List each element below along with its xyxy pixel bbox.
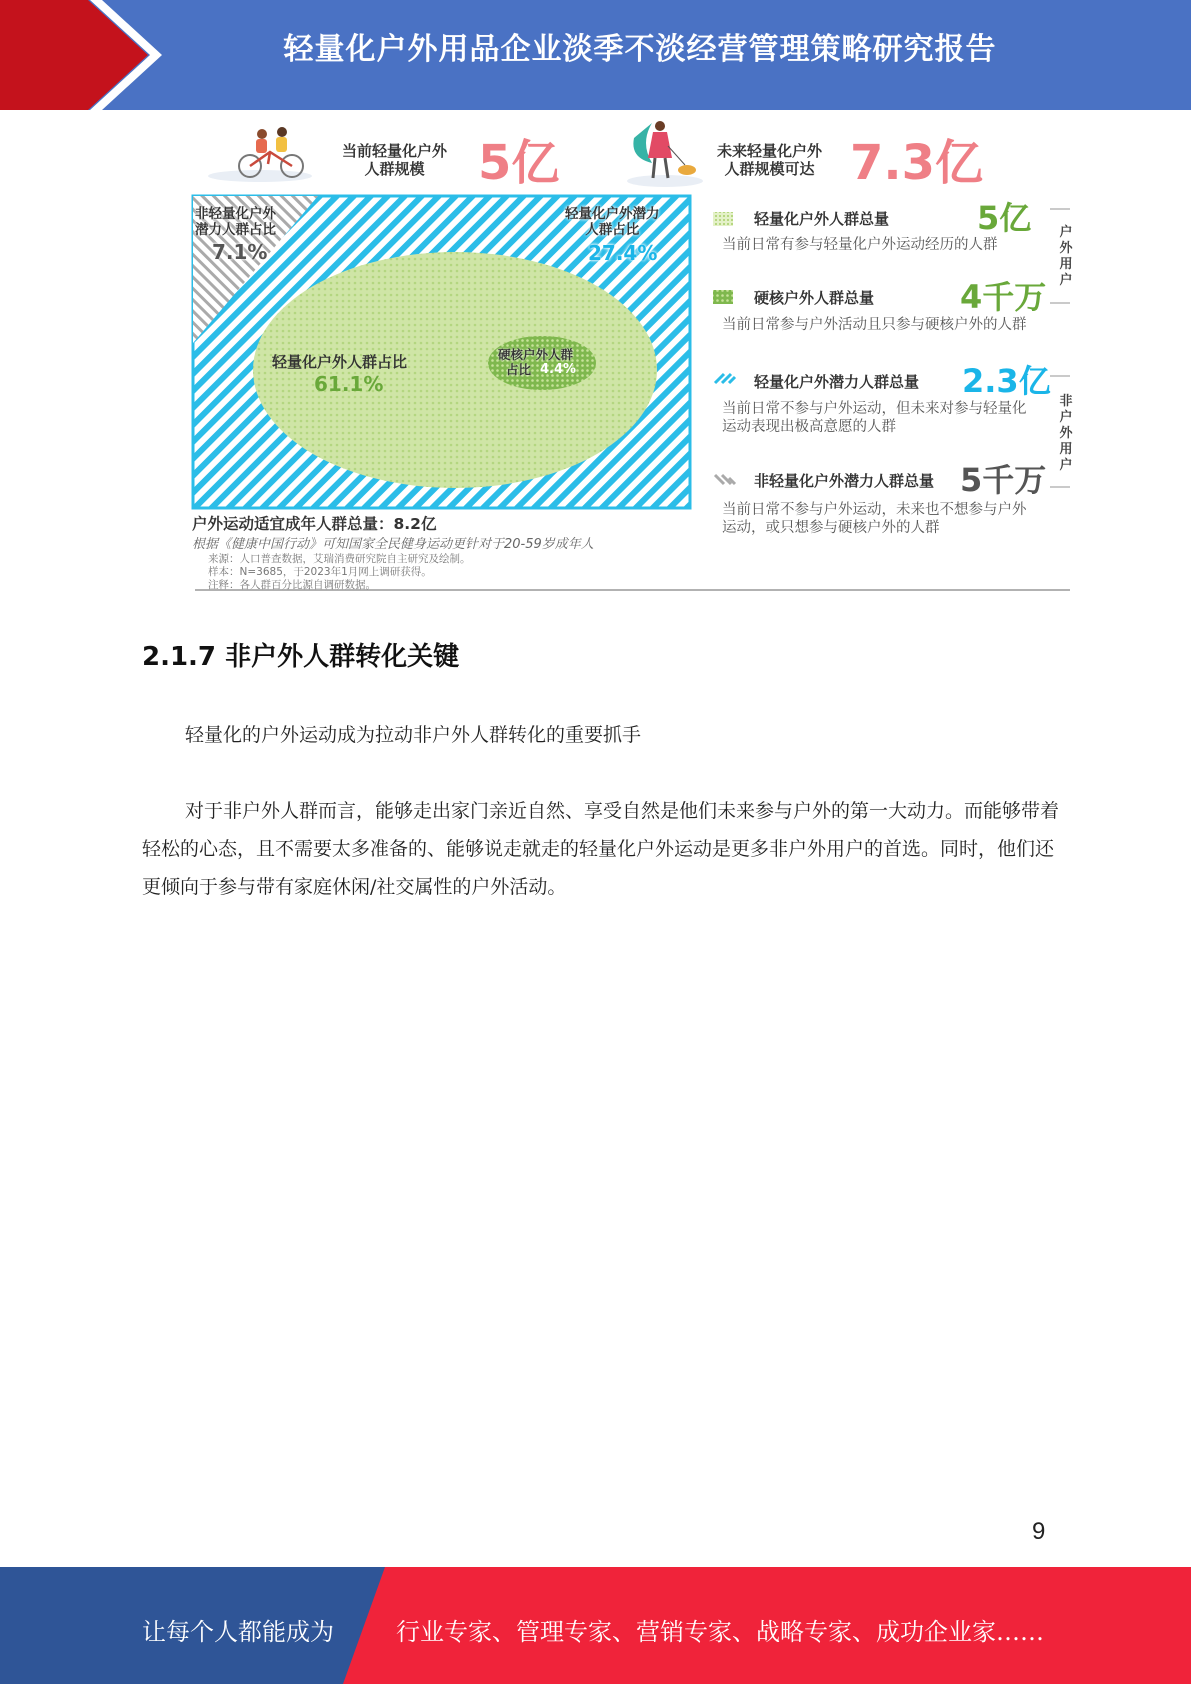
report-title: 轻量化户外用品企业淡季不淡经营管理策略研究报告 (283, 32, 997, 67)
non-light-potential-label: 非轻量化户外 潜力人群占比 (195, 206, 276, 238)
legend-swatch-hardcore (713, 290, 733, 304)
legend-non-light-potential-title: 非轻量化户外潜力人群总量 (754, 472, 935, 490)
legend-light-potential-title: 轻量化户外潜力人群总量 (754, 373, 920, 391)
legend-swatch-light-potential (715, 374, 735, 383)
legend-light-title: 轻量化户外人群总量 (754, 210, 890, 228)
population-infographic (190, 118, 1073, 593)
source-notes: 来源：人口普查数据，艾瑞消费研究院自主研究及绘制。 样本：N=3685，于2023年1月网上调研获得。 注释：各人群百分比源自调研数据。 (208, 553, 471, 591)
legend-light-desc: 当前日常有参与轻量化户外运动经历的人群 (722, 237, 998, 253)
legend-light-potential-desc: 当前日常不参与户外运动，但未来对参与轻量化 运动表现出极高意愿的人群 (722, 401, 1027, 435)
header-bar (0, 0, 1191, 110)
cyclists-icon (208, 127, 312, 182)
current-scale-label: 当前轻量化户外 人群规模 (342, 142, 448, 178)
future-scale-value: 7.3亿 (850, 135, 984, 191)
light-label: 轻量化户外人群占比 (272, 353, 408, 371)
paragraph-2: 对于非户外人群而言，能够走出家门亲近自然、享受自然是他们未来参与户外的第一大动力。而能够带着轻松的心态，且不需要太多准备的、能够说走就走的轻量化户外运动是更多非户外用户的首选。同时，他们还更倾向于参与带有家庭休闲/社交属性的户外活动。 (142, 800, 1060, 898)
legend-light-potential-value: 2.3亿 (962, 362, 1051, 400)
paragraph-1: 轻量化的户外运动成为拉动非户外人群转化的重要抓手 (185, 724, 642, 746)
dog-walker-icon (627, 121, 703, 187)
legend-swatch-light (713, 212, 733, 226)
legend-light-value: 5亿 (977, 199, 1032, 237)
future-scale-label: 未来轻量化户外 人群规模可达 (717, 142, 823, 178)
basis-note: 根据《健康中国行动》可知国家全民健身运动更针对于20-59岁成年人 (192, 537, 594, 552)
hardcore-value: 4.4% (540, 362, 577, 377)
hardcore-label: 硬核户外人群 占比 (498, 347, 574, 377)
footer-slogan-left: 让每个人都能成为 (142, 1618, 334, 1646)
non-outdoor-users-label: 非户外用户 (1059, 394, 1073, 473)
footer-slogan-right: 行业专家、管理专家、营销专家、战略专家、成功企业家…… (396, 1618, 1044, 1646)
legend-non-light-potential-desc: 当前日常不参与户外运动，未来也不想参与户外 运动，或只想参与硬核户外的人群 (722, 502, 1027, 536)
outdoor-users-label: 户外用户 (1059, 225, 1073, 288)
legend-hardcore-value: 4千万 (960, 278, 1047, 316)
section-heading: 2.1.7 非户外人群转化关键 (142, 642, 460, 672)
legend-hardcore-desc: 当前日常参与户外活动且只参与硬核户外的人群 (722, 317, 1027, 333)
light-potential-label: 轻量化户外潜力 人群占比 (565, 206, 660, 238)
legend-swatch-non-light-potential (715, 475, 735, 484)
total-population-label: 户外运动适宜成年人群总量：8.2亿 (192, 515, 437, 533)
light-value: 61.1% (314, 372, 384, 396)
page-number: 9 (1032, 1518, 1046, 1545)
light-potential-value: 27.4% (588, 241, 658, 265)
legend-hardcore-title: 硬核户外人群总量 (754, 289, 875, 307)
current-scale-value: 5亿 (478, 135, 560, 191)
legend-non-light-potential-value: 5千万 (960, 461, 1047, 499)
non-light-potential-value: 7.1% (212, 240, 268, 264)
